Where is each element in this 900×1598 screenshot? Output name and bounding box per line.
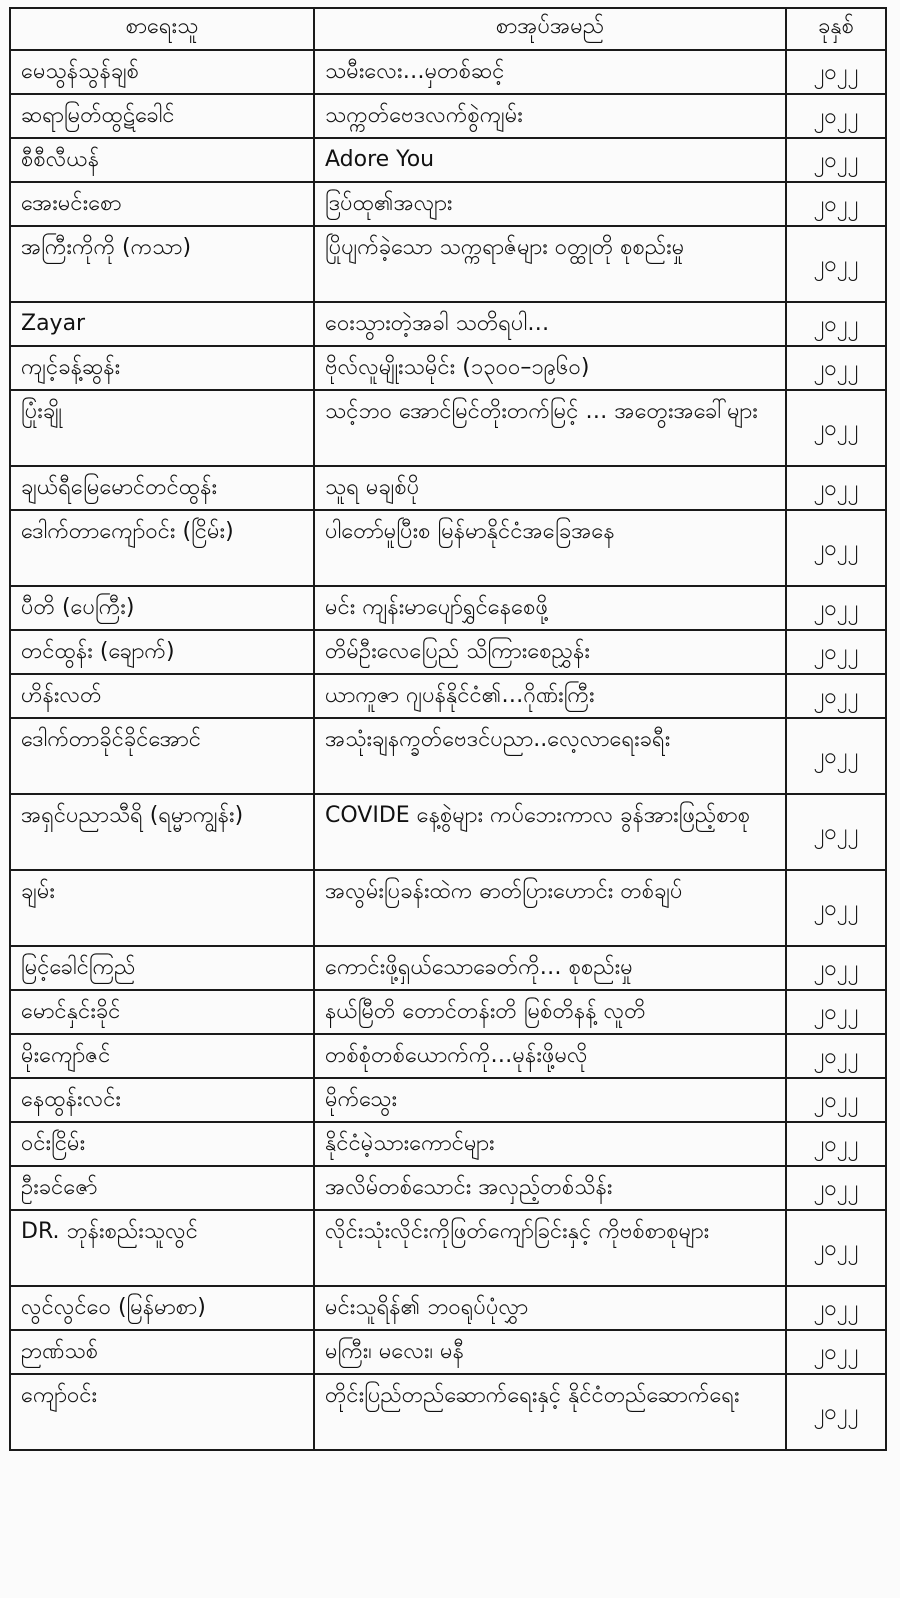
cell-year: ၂၀၂၂ xyxy=(786,718,886,794)
cell-author: မေသွန်သွန်ချစ် xyxy=(10,50,314,94)
cell-year: ၂၀၂၂ xyxy=(786,226,886,302)
cell-author: နေထွန်းလင်း xyxy=(10,1078,314,1122)
cell-year: ၂၀၂၂ xyxy=(786,466,886,510)
cell-author: ကျင့်ခန့်ဆွန်း xyxy=(10,346,314,390)
cell-author: အေးမင်းစော xyxy=(10,182,314,226)
cell-year: ၂၀၂၂ xyxy=(786,1374,886,1450)
table-row xyxy=(10,510,886,586)
cell-author: ချယ်ရီမြေမောင်တင်ထွန်း xyxy=(10,466,314,510)
cell-author: လွင်လွင်ဝေ (မြန်မာစာ) xyxy=(10,1286,314,1330)
cell-title: တစ်စုံတစ်ယောက်ကို…မုန်းဖို့မလို xyxy=(314,1034,786,1078)
cell-author: ဉာဏ်သစ် xyxy=(10,1330,314,1374)
cell-title: သမီးလေး…မှတစ်ဆင့် xyxy=(314,50,786,94)
cell-title: မိုက်သွေး xyxy=(314,1078,786,1122)
table-row xyxy=(10,1166,886,1210)
cell-title: မင်းသူရိန်၏ ဘဝရုပ်ပုံလွှာ xyxy=(314,1286,786,1330)
table-header-row xyxy=(10,8,886,50)
cell-title: အလိမ်တစ်သောင်း အလှည့်တစ်သိန်း xyxy=(314,1166,786,1210)
cell-title: COVIDE နေ့စွဲများ ကပ်ဘေးကာလ ခွန်အားဖြည့်စာစု xyxy=(314,794,786,870)
header-year: ခုနှစ် xyxy=(786,8,886,50)
cell-year: ၂၀၂၂ xyxy=(786,1210,886,1286)
cell-author: DR. ဘုန်းစည်းသူလွင် xyxy=(10,1210,314,1286)
cell-author: အရှင်ပညာသီရိ (ရမ္မာကျွန်း) xyxy=(10,794,314,870)
cell-year: ၂၀၂၂ xyxy=(786,1122,886,1166)
cell-year: ၂၀၂၂ xyxy=(786,510,886,586)
cell-year: ၂၀၂၂ xyxy=(786,1166,886,1210)
table-row xyxy=(10,946,886,990)
cell-year: ၂၀၂၂ xyxy=(786,1034,886,1078)
cell-author: ဒေါက်တာခိုင်ခိုင်အောင် xyxy=(10,718,314,794)
cell-year: ၂၀၂၂ xyxy=(786,674,886,718)
cell-year: ၂၀၂၂ xyxy=(786,1330,886,1374)
cell-title: တိမ်ဦးလေပြေည် သိကြားစေညွှန်း xyxy=(314,630,786,674)
cell-author: စီစီလီယန် xyxy=(10,138,314,182)
cell-year: ၂၀၂၂ xyxy=(786,390,886,466)
cell-title: သင့်ဘဝ အောင်မြင်တိုးတက်မြင့် … အတွေးအခေါ်များ xyxy=(314,390,786,466)
cell-author: မောင်နှင်းခိုင် xyxy=(10,990,314,1034)
cell-year: ၂၀၂၂ xyxy=(786,586,886,630)
table-row xyxy=(10,466,886,510)
cell-title: မင်း ကျန်းမာပျော်ရွှင်နေစေဖို့ xyxy=(314,586,786,630)
cell-year: ၂၀၂၂ xyxy=(786,630,886,674)
cell-title: နယ်မြီတိ တောင်တန်းတိ မြစ်တိနန့် လူတိ xyxy=(314,990,786,1034)
table-row xyxy=(10,138,886,182)
cell-author: မိုးကျော်ဇင် xyxy=(10,1034,314,1078)
cell-author: ပြုံးချို xyxy=(10,390,314,466)
table-row xyxy=(10,1286,886,1330)
cell-title: နိုင်ငံမဲ့သားကောင်များ xyxy=(314,1122,786,1166)
header-title: စာအုပ်အမည် xyxy=(314,8,786,50)
cell-year: ၂၀၂၂ xyxy=(786,946,886,990)
cell-title: ကောင်းဖို့ရှယ်သောခေတ်ကို… စုစည်းမှု xyxy=(314,946,786,990)
cell-title: တိုင်းပြည်တည်ဆောက်ရေးနှင့် နိုင်ငံတည်ဆောက်ရေး xyxy=(314,1374,786,1450)
cell-author: ချမ်း xyxy=(10,870,314,946)
cell-author: ဝင်းငြိမ်း xyxy=(10,1122,314,1166)
table-row xyxy=(10,718,886,794)
cell-year: ၂၀၂၂ xyxy=(786,346,886,390)
cell-author: ဦးခင်ဇော် xyxy=(10,1166,314,1210)
table-row xyxy=(10,1330,886,1374)
table-row xyxy=(10,346,886,390)
cell-title: Adore You xyxy=(314,138,786,182)
table-row xyxy=(10,870,886,946)
header-author: စာရေးသူ xyxy=(10,8,314,50)
cell-year: ၂၀၂၂ xyxy=(786,182,886,226)
cell-title: လိုင်းသုံးလိုင်းကိုဖြတ်ကျော်ခြင်းနှင့် ကိုဗစ်စာစုများ xyxy=(314,1210,786,1286)
cell-year: ၂၀၂၂ xyxy=(786,50,886,94)
cell-year: ၂၀၂၂ xyxy=(786,1286,886,1330)
cell-title: မကြီး၊ မလေး၊ မနီ xyxy=(314,1330,786,1374)
table-row xyxy=(10,182,886,226)
cell-title: အလွမ်းပြခန်းထဲက ဓာတ်ပြားဟောင်း တစ်ချပ် xyxy=(314,870,786,946)
table-row xyxy=(10,390,886,466)
cell-year: ၂၀၂၂ xyxy=(786,794,886,870)
table-row xyxy=(10,674,886,718)
cell-title: ဝေးသွားတဲ့အခါ သတိရပါ… xyxy=(314,302,786,346)
table-row xyxy=(10,1078,886,1122)
book-list-table xyxy=(9,7,887,1451)
cell-title: ယာကူဇာ ဂျပန်နိုင်ငံ၏…ဂိုဏ်းကြီး xyxy=(314,674,786,718)
cell-title: ဒြပ်ထု၏အလျား xyxy=(314,182,786,226)
cell-title: ပါတော်မူပြီးစ မြန်မာနိုင်ငံအခြေအနေ xyxy=(314,510,786,586)
cell-author: မြင့်ခေါင်ကြည် xyxy=(10,946,314,990)
table-row xyxy=(10,302,886,346)
cell-year: ၂၀၂၂ xyxy=(786,302,886,346)
table-row xyxy=(10,1374,886,1450)
table-row xyxy=(10,1034,886,1078)
cell-title: ဗိုလ်လူမျိုးသမိုင်း (၁၃၀၀–၁၉၆၀) xyxy=(314,346,786,390)
cell-author: ဆရာမြတ်ထွဋ်ခေါင် xyxy=(10,94,314,138)
cell-title: သူရ မချစ်ပို xyxy=(314,466,786,510)
cell-year: ၂၀၂၂ xyxy=(786,870,886,946)
cell-title: သက္ကတ်ဗေဒလက်စွဲကျမ်း xyxy=(314,94,786,138)
table-row xyxy=(10,226,886,302)
cell-author: အကြီးကိုကို (ကသာ) xyxy=(10,226,314,302)
table-body xyxy=(10,50,886,1450)
table-row xyxy=(10,1210,886,1286)
cell-author: ပီတိ (ပေကြီး) xyxy=(10,586,314,630)
cell-author: ဟိန်းလတ် xyxy=(10,674,314,718)
table-row xyxy=(10,794,886,870)
cell-title: ပြိုပျက်ခဲ့သော သက္ကရာဇ်များ ဝတ္ထုတို စုစည်းမှု xyxy=(314,226,786,302)
cell-year: ၂၀၂၂ xyxy=(786,94,886,138)
cell-year: ၂၀၂၂ xyxy=(786,1078,886,1122)
cell-author: ဒေါက်တာကျော်ဝင်း (ငြိမ်း) xyxy=(10,510,314,586)
table-row xyxy=(10,1122,886,1166)
table-row xyxy=(10,50,886,94)
cell-author: Zayar xyxy=(10,302,314,346)
table-row xyxy=(10,630,886,674)
cell-title: အသုံးချနက္ခတ်ဗေဒင်ပညာ..လေ့လာရေးခရီး xyxy=(314,718,786,794)
table-row xyxy=(10,94,886,138)
table-row xyxy=(10,990,886,1034)
cell-author: တင်ထွန်း (ချောက်) xyxy=(10,630,314,674)
cell-year: ၂၀၂၂ xyxy=(786,138,886,182)
table-row xyxy=(10,586,886,630)
cell-author: ကျော်ဝင်း xyxy=(10,1374,314,1450)
cell-year: ၂၀၂၂ xyxy=(786,990,886,1034)
